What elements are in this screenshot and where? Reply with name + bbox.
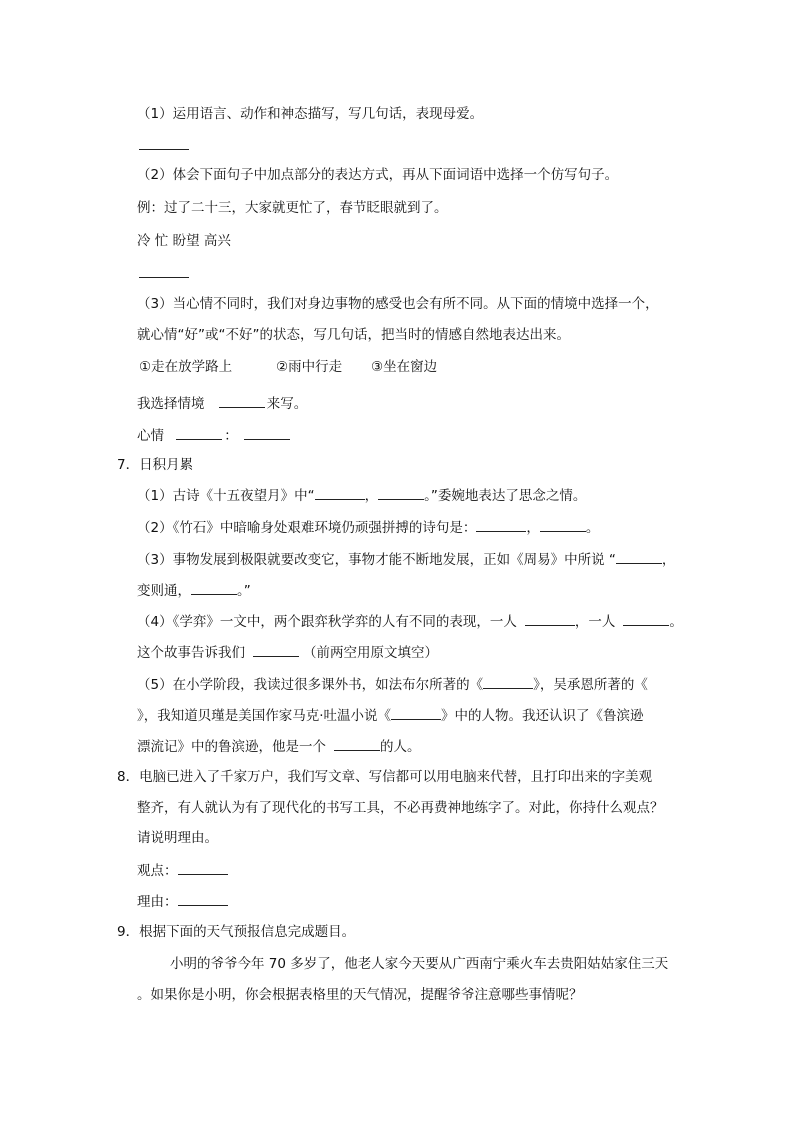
answer-blank[interactable] xyxy=(176,425,222,440)
q8-line1: 8．电脑已进入了千家万户，我们写文章、写信都可以用电脑来代替，且打印出来的字美观 xyxy=(117,769,653,785)
q7-item5-text3: 》中的人物。我还认识了《鲁滨逊 xyxy=(441,708,644,724)
q7-item4-sep: ，一人 xyxy=(574,614,616,630)
mood-label: 心情 xyxy=(137,428,164,444)
q9-line1: 小明的爷爷今年 70 多岁了，他老人家今天要从广西南宁乘火车去贵阳姑姑家住三天 xyxy=(170,956,669,972)
q7-item1-sep: ， xyxy=(364,488,379,504)
q8-reason xyxy=(137,891,228,912)
q7-item1-text: （1）古诗《十五夜望月》中“ xyxy=(137,488,315,504)
q7-item4-line2 xyxy=(137,642,438,663)
q7-title: 7．日积月累 xyxy=(117,457,194,473)
q7-item5-text4: 漂流记》中的鲁滨逊，他是一个 xyxy=(137,739,326,755)
q7-item3-end: 。” xyxy=(237,583,251,599)
answer-blank[interactable] xyxy=(178,891,228,906)
answer-blank[interactable] xyxy=(244,425,290,440)
q6-word-choices: 冷 忙 盼望 高兴 xyxy=(137,233,231,249)
q7-item1 xyxy=(137,485,586,506)
answer-blank[interactable] xyxy=(525,611,575,626)
answer-blank[interactable] xyxy=(139,149,189,150)
q7-item2-text: （2）《竹石》中暗喻身处艰难环境仍顽强拼搏的诗句是： xyxy=(137,520,477,536)
view-label: 观点： xyxy=(137,863,178,879)
reason-label: 理由： xyxy=(137,894,178,910)
q6-part2: （2）体会下面句子中加点部分的表达方式，再从下面词语中选择一个仿写句子。 xyxy=(137,167,619,183)
q7-item4-note: （前两空用原文填空） xyxy=(303,645,438,661)
q7-item2-sep: ， xyxy=(526,520,540,536)
q7-item3-line2 xyxy=(137,580,251,601)
answer-blank[interactable] xyxy=(219,393,265,408)
answer-blank[interactable] xyxy=(391,705,441,720)
q7-item5-line2 xyxy=(137,705,644,726)
q7-item5-line1 xyxy=(137,674,648,695)
answer-blank[interactable] xyxy=(139,277,189,278)
mood-line xyxy=(137,425,290,446)
scene-option-1: ①走在放学路上 xyxy=(139,359,233,375)
q6-part3-line1: （3）当心情不同时，我们对身边事物的感受也会有所不同。从下面的情境中选择一个， xyxy=(137,296,659,312)
q7-item5-text-b: 》，吴承恩所著的《 xyxy=(533,677,648,693)
q7-item5-text: （5）在小学阶段，我读过很多课外书，如法布尔所著的《 xyxy=(137,677,484,693)
answer-blank[interactable] xyxy=(476,517,526,532)
choose-scene-label: 我选择情境 xyxy=(137,396,205,412)
mood-colon: ： xyxy=(224,428,238,444)
answer-blank[interactable] xyxy=(483,674,533,689)
q8-view xyxy=(137,860,228,881)
answer-blank[interactable] xyxy=(253,642,299,657)
q7-item2 xyxy=(137,517,599,538)
q7-item5-text2: 》，我知道贝瑾是美国作家马克·吐温小说《 xyxy=(137,708,392,724)
choose-scene-line xyxy=(137,393,307,414)
answer-blank[interactable] xyxy=(623,611,669,626)
q9-title: 9．根据下面的天气预报信息完成题目。 xyxy=(117,924,356,940)
q7-item4-end: 。 xyxy=(669,614,683,630)
q7-item3-text: （3）事物发展到极限就要改变它，事物才能不断地发展，正如《周易》中所说 “ xyxy=(137,552,616,568)
q7-item5-line3 xyxy=(137,736,421,757)
answer-blank[interactable] xyxy=(540,517,586,532)
scene-option-3: ③坐在窗边 xyxy=(371,359,438,375)
q6-part3-line2: 就心情“好”或“不好”的状态，写几句话，把当时的情感自然地表达出来。 xyxy=(137,327,570,343)
answer-blank[interactable] xyxy=(191,580,237,595)
answer-blank[interactable] xyxy=(378,485,424,500)
q7-item4-text: （4）《学弈》一文中，两个跟弈秋学弈的人有不同的表现，一人 xyxy=(137,614,517,630)
q7-item2-end: 。 xyxy=(585,520,600,536)
answer-blank[interactable] xyxy=(178,860,228,875)
q7-item4-line1 xyxy=(137,611,683,632)
q6-part1: （1）运用语言、动作和神态描写，写几句话，表现母爱。 xyxy=(137,106,484,122)
answer-blank[interactable] xyxy=(616,549,662,564)
answer-blank[interactable] xyxy=(334,736,380,751)
q7-item3-text2: 变则通， xyxy=(137,583,191,599)
q7-item3-sep: ， xyxy=(661,552,676,568)
q7-item4-text2: 这个故事告诉我们 xyxy=(137,645,245,661)
choose-scene-suffix: 来写。 xyxy=(266,396,308,412)
q7-item5-end: 的人。 xyxy=(380,739,421,755)
answer-blank[interactable] xyxy=(315,485,365,500)
q7-item1-end: 。”委婉地表达了思念之情。 xyxy=(424,488,587,504)
scene-option-2: ②雨中行走 xyxy=(276,359,343,375)
q6-example: 例：过了二十三，大家就更忙了，春节眨眼就到了。 xyxy=(137,200,448,216)
q7-item3-line1 xyxy=(137,549,675,570)
q8-line3: 请说明理由。 xyxy=(137,830,218,846)
q9-line2: 。如果你是小明，你会根据表格里的天气情况，提醒爷爷注意哪些事情呢？ xyxy=(137,987,583,1003)
q8-line2: 整齐，有人就认为有了现代化的书写工具，不必再费神地练字了。对此，你持什么观点？ xyxy=(137,800,664,816)
